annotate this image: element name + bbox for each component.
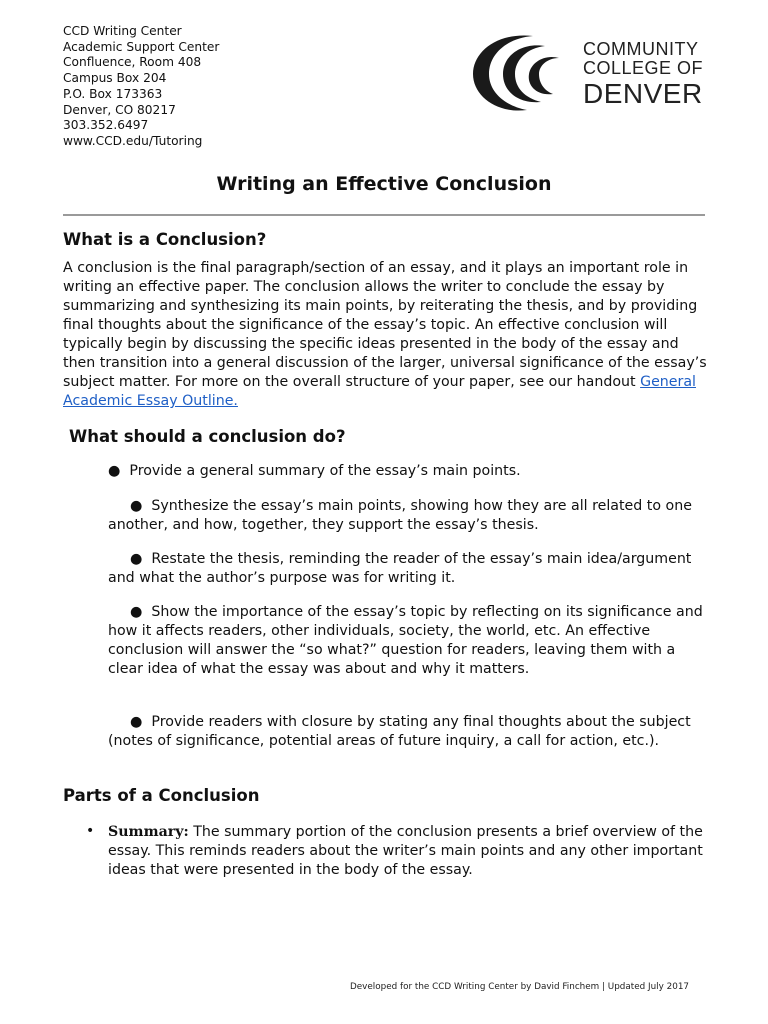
bullet-icon: ● [130,551,152,567]
list-item-text: Synthesize the essay’s main points, showing how they are all related to one another, and how, together, they support the essay’s thesis. [108,498,692,533]
list-item [108,497,706,535]
section-heading-what-should: What should a conclusion do? [69,427,346,446]
essay-outline-link[interactable]: General Academic Essay Outline. [63,374,696,409]
list-item [108,603,706,679]
logo-text-college: COLLEGE OF [583,58,704,78]
summary-text: The summary portion of the conclusion presents a brief overview of the essay. This reminds readers about the writer’s main points and any other important ideas that were presented in the body of the essay. [108,824,703,878]
contact-line: Academic Support Center [63,39,220,54]
list-item-text: Restate the thesis, reminding the reader of the essay’s main idea/argument and what the author’s purpose was for writing it. [108,551,692,586]
contact-line: 303.352.6497 [63,118,149,133]
bullet-icon: • [86,823,95,839]
list-item [108,713,706,751]
list-item-text: Provide readers with closure by stating any final thoughts about the subject (notes of significance, potential areas of future inquiry, a call for action, etc.). [108,714,691,749]
summary-label: Summary: [108,824,189,840]
contact-line: Denver, CO 80217 [63,102,176,117]
contact-line: P.O. Box 173363 [63,86,163,101]
list-item [108,462,706,481]
bullet-icon: ● [130,714,152,730]
contact-line: www.CCD.edu/Tutoring [63,133,203,148]
list-item-text: Show the importance of the essay’s topic by reflecting on its significance and how it affects readers, other individuals, society, the world, etc. An effective conclusion will answer the “so what?” question for readers, leaving them with a clear idea of what the essay was about and why it matters. [108,604,703,677]
list-item [108,823,708,880]
title-divider [63,214,705,216]
bullet-icon: ● [130,498,152,514]
section-heading-parts: Parts of a Conclusion [63,786,260,805]
page-footer: Developed for the CCD Writing Center by David Finchem | Updated July 2017 [350,982,690,992]
contact-line: Confluence, Room 408 [63,55,202,70]
logo-text-denver: DENVER [583,78,703,109]
college-logo [467,30,707,116]
list-item-text: Provide a general summary of the essay’s main points. [129,463,521,479]
intro-paragraph-text: A conclusion is the final paragraph/section of an essay, and it plays an important role in writing an effective paper. The conclusion allows the writer to conclude the essay by summarizing and synthesizing its main points, by reiterating the thesis, and by providing final thoughts about the significance of the essay’s topic. An effective conclusion will typically begin by discussing the specific ideas presented in the body of the essay and then transition into a general discussion of the larger, universal significance of the essay’s subject matter. For more on the overall structure of your paper, see our handout [63,260,707,390]
contact-line: Campus Box 204 [63,71,167,86]
intro-paragraph [63,259,711,411]
logo-text-community: COMMUNITY [583,39,699,59]
bullet-icon: ● [130,604,152,620]
page-title: Writing an Effective Conclusion [216,173,552,195]
contact-block [63,24,219,150]
list-item [108,550,706,588]
section-heading-what-is: What is a Conclusion? [63,230,267,249]
contact-line: CCD Writing Center [63,24,182,38]
logo-swirl-icon [467,30,577,116]
bullet-icon: ● [108,463,130,479]
